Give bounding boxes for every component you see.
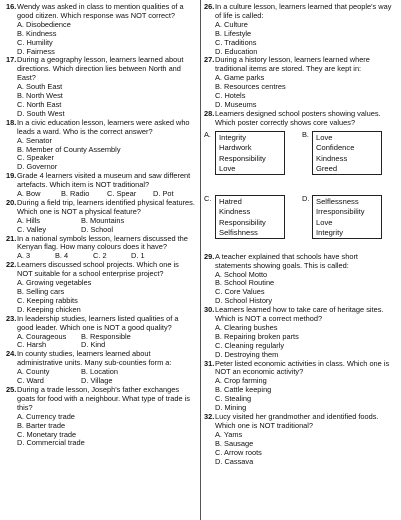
option[interactable]: D. South West (17, 108, 65, 118)
option[interactable]: C. Stealing (215, 394, 252, 404)
option[interactable]: D. Museums (215, 99, 257, 109)
question-stem: Learners learned how to take care of heritage sites. Which is NOT a correct method? (215, 305, 384, 324)
column-divider (200, 0, 201, 520)
option[interactable]: D. Cassava (215, 456, 254, 466)
option[interactable]: B. Sausage (215, 438, 254, 448)
option[interactable]: C. Humility (17, 37, 53, 47)
question-21 (6, 235, 196, 262)
question-number: 22. (6, 260, 17, 270)
option[interactable]: C. Arrow roots (215, 447, 262, 457)
option[interactable]: B. Kindness (17, 28, 57, 38)
option[interactable]: D. School (81, 224, 114, 234)
option[interactable]: A. Courageous (17, 331, 67, 341)
question-number: 32. (204, 412, 215, 421)
left-column (6, 3, 196, 448)
question-stem: In a civic education lesson, learners were asked who leads a ward. Who is the correct answer? (17, 117, 190, 136)
question-stem: During a field trip, learners identified physical features. Which one is NOT a physical feature? (17, 197, 195, 216)
poster-item: Irresponsibility (316, 207, 365, 217)
option[interactable]: B. Repairing broken parts (215, 331, 299, 341)
question-22 (6, 261, 196, 314)
option[interactable]: C. Core Values (215, 287, 265, 297)
option[interactable]: C. Valley (17, 224, 47, 234)
option[interactable]: B. Mountains (81, 215, 125, 225)
option[interactable]: B. Cattle keeping (215, 385, 272, 395)
option[interactable]: D. Keeping chicken (17, 304, 81, 314)
option[interactable]: D. 1 (131, 251, 145, 261)
question-stem: A teacher explained that schools have short statements showing goals. This is called: (215, 251, 358, 270)
option[interactable]: B. Member of County Assembly (17, 144, 121, 154)
question-17 (6, 56, 196, 118)
option[interactable]: A. County (17, 367, 50, 377)
poster-item: Selflessness (316, 196, 359, 206)
option[interactable]: D. Kind (81, 340, 106, 350)
option[interactable]: A. Senator (17, 135, 52, 145)
question-number: 21. (6, 233, 17, 243)
option[interactable]: C. 2 (93, 251, 107, 261)
option[interactable]: B. North West (17, 91, 63, 101)
poster-item: Kindness (219, 207, 251, 217)
question-32 (204, 413, 395, 466)
question-stem: In a culture lesson, learners learned that people's way of life is called: (215, 2, 392, 20)
poster-item: Selfishness (219, 227, 258, 237)
question-number: 16. (6, 2, 17, 11)
option[interactable]: D. Village (81, 376, 113, 386)
option[interactable]: C. Harsh (17, 340, 47, 350)
question-stem: Wendy was asked in class to mention qualities of a good citizen. Which response was NOT correct? (17, 2, 184, 20)
question-stem: In leadership studies, learners listed qualities of a good leader. Which one is NOT a good quality? (17, 313, 179, 332)
option[interactable]: D. School History (215, 296, 273, 306)
question-number: 19. (6, 171, 17, 181)
question-25 (6, 386, 196, 448)
poster-item: Hardwork (219, 143, 252, 153)
poster-item: Responsibility (219, 153, 266, 163)
poster-item: Greed (316, 163, 338, 173)
question-31 (204, 360, 395, 413)
option[interactable]: C. Spear (107, 189, 137, 199)
question-stem: In a national symbols lesson, learners discussed the Kenyan flag. How many colours does it have? (17, 233, 188, 252)
poster-d[interactable] (312, 195, 382, 239)
option[interactable]: C. Keeping rabbits (17, 295, 78, 305)
question-27 (204, 56, 395, 109)
question-number: 26. (204, 2, 215, 11)
question-29 (204, 253, 395, 306)
option[interactable]: B. Lifestyle (215, 28, 252, 38)
poster-item: Love (219, 163, 236, 173)
option[interactable]: D. Pot (153, 189, 174, 199)
option[interactable]: B. Barter trade (17, 420, 66, 430)
option[interactable]: D. Mining (215, 403, 247, 413)
option[interactable]: A. Currency trade (17, 411, 75, 421)
option[interactable]: D. Governor (17, 162, 58, 172)
option[interactable]: C. Cleaning regularly (215, 340, 285, 350)
option[interactable]: C. Monetary trade (17, 429, 77, 439)
question-19 (6, 172, 196, 199)
option[interactable]: C. Traditions (215, 37, 257, 47)
question-number: 30. (204, 305, 215, 315)
question-stem: Learners discussed school projects. Which one is NOT suitable for a school enterprise project? (17, 260, 179, 279)
question-stem: Lucy visited her grandmother and identified foods. Which one is NOT traditional? (215, 412, 379, 430)
option[interactable]: A. Growing vegetables (17, 278, 92, 288)
question-number: 27. (204, 55, 215, 65)
poster-item: Confidence (316, 143, 355, 153)
question-stem: Peter listed economic activities in class. Which one is NOT an economic activity? (215, 358, 390, 377)
poster-item: Kindness (316, 153, 348, 163)
question-20 (6, 199, 196, 235)
option[interactable]: A. Game parks (215, 73, 265, 83)
poster-row-cd (204, 195, 395, 249)
question-30 (204, 306, 395, 359)
poster-label: B. (302, 129, 309, 139)
option[interactable]: A. Crop farming (215, 376, 267, 386)
question-stem: During a geography lesson, learners learned about directions. Which direction lies between North and East? (17, 55, 184, 83)
question-26 (204, 3, 395, 56)
option[interactable]: C. North East (17, 99, 62, 109)
question-number: 29. (204, 251, 215, 261)
poster-c[interactable] (215, 195, 285, 239)
question-number: 24. (6, 349, 17, 359)
poster-item: Integrity (316, 227, 344, 237)
option[interactable]: B. Resources centres (215, 82, 286, 92)
question-28 (204, 110, 395, 249)
poster-item: Love (316, 132, 333, 142)
question-18 (6, 119, 196, 172)
poster-label: C. (204, 193, 212, 203)
option[interactable]: C. Ward (17, 376, 44, 386)
option[interactable]: A. Hills (17, 215, 40, 225)
question-stem: In county studies, learners learned about administrative units. Many sub-counties form a: (17, 349, 172, 368)
option[interactable]: A. 3 (17, 251, 31, 261)
question-stem: During a trade lesson, Joseph's father exchanges goats for food with a neighbour. What type of trade is this? (17, 384, 190, 412)
option[interactable]: D. Education (215, 46, 258, 56)
poster-label: D. (302, 193, 310, 203)
question-16 (6, 3, 196, 56)
question-stem: During a history lesson, learners learned where traditional items are stored. They are kept in: (215, 55, 370, 74)
poster-item: Integrity (219, 132, 247, 142)
poster-label: A. (204, 129, 211, 139)
option[interactable]: B. Radio (61, 189, 90, 199)
option[interactable]: A. Bow (17, 189, 41, 199)
poster-item: Love (316, 217, 333, 227)
option[interactable]: C. Hotels (215, 91, 246, 101)
right-column (204, 3, 395, 466)
question-number: 20. (6, 197, 17, 207)
option[interactable]: A. Yams (215, 429, 243, 439)
question-number: 31. (204, 358, 215, 368)
poster-item: Hatred (219, 196, 242, 206)
option[interactable]: B. Responsible (81, 331, 131, 341)
question-stem: Grade 4 learners visited a museum and saw different artefacts. Which item is NOT traditional? (17, 171, 191, 190)
question-stem: Learners designed school posters showing values. Which poster correctly shows core values? (215, 108, 381, 127)
question-24 (6, 350, 196, 386)
option[interactable]: D. Commercial trade (17, 438, 85, 448)
option[interactable]: A. Clearing bushes (215, 322, 278, 332)
question-23 (6, 315, 196, 351)
poster-a[interactable] (215, 131, 285, 175)
poster-item: Responsibility (219, 217, 266, 227)
option[interactable]: D. Destroying them (215, 349, 279, 359)
option[interactable]: C. Speaker (17, 153, 54, 163)
poster-row-ab (204, 131, 395, 185)
option[interactable]: B. Location (81, 367, 118, 377)
question-number: 17. (6, 55, 17, 65)
option[interactable]: A. Culture (215, 19, 248, 29)
poster-b[interactable] (312, 131, 382, 175)
option[interactable]: A. Disobedience (17, 19, 71, 29)
question-number: 28. (204, 108, 215, 118)
option[interactable]: B. 4 (55, 251, 69, 261)
question-number: 23. (6, 313, 17, 323)
question-number: 18. (6, 117, 17, 127)
option[interactable]: A. South East (17, 82, 63, 92)
option[interactable]: B. School Routine (215, 278, 275, 288)
option[interactable]: A. School Motto (215, 269, 268, 279)
option[interactable]: D. Fairness (17, 46, 55, 56)
option[interactable]: B. Selling cars (17, 287, 65, 296)
question-number: 25. (6, 384, 17, 394)
